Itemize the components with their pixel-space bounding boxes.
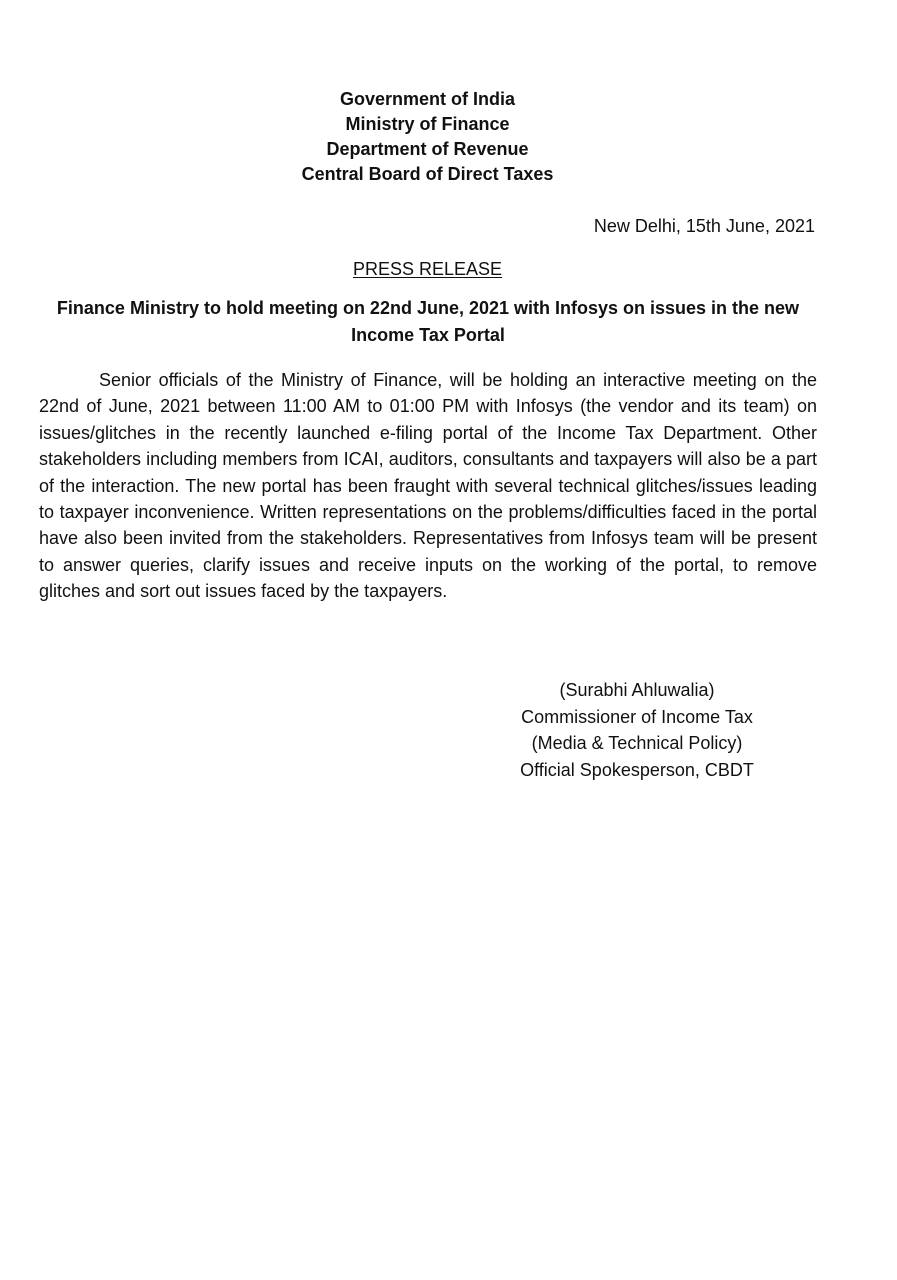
press-release-label: PRESS RELEASE (352, 259, 503, 279)
body-paragraph: Senior officials of the Ministry of Finance, will be holding an interactive meeting on the 22nd of June, 2021 between 11:00 AM to 01:00 PM with Infosys (the vendor and its team) on issues/glitches in the recently launched e-filing portal of the Income Tax Department. Other stakeholders including members from ICAI, auditors, consultants and taxpayers will also be a part of the interaction. The new portal has been fraught with several technical glitches/issues leading to taxpayer inconvenience. Written representations on the problems/difficulties faced in the portal have also been invited from the stakeholders. Representatives from Infosys team will be present to answer queries, clarify issues and receive inputs on the working of the portal, to remove glitches and sort out issues faced by the taxpayers. (39, 370, 817, 602)
signature-block (497, 677, 777, 783)
letterhead-line-department: Department of Revenue (326, 139, 529, 159)
press-release-label-wrapper (0, 257, 855, 281)
signature-title: Commissioner of Income Tax (521, 706, 753, 727)
dateline: New Delhi, 15th June, 2021 (593, 216, 815, 236)
signature-division: (Media & Technical Policy) (531, 733, 743, 753)
letterhead (0, 87, 855, 187)
signature-role: Official Spokesperson, CBDT (520, 759, 754, 780)
letterhead-line-board: Central Board of Direct Taxes (301, 164, 554, 184)
letterhead-line-government: Government of India (339, 89, 516, 109)
headline: Finance Ministry to hold meeting on 22nd June, 2021 with Infosys on issues in the new Income Tax Portal (56, 298, 800, 345)
letterhead-line-ministry: Ministry of Finance (345, 114, 510, 134)
signature-name: (Surabhi Ahluwalia) (559, 680, 715, 700)
